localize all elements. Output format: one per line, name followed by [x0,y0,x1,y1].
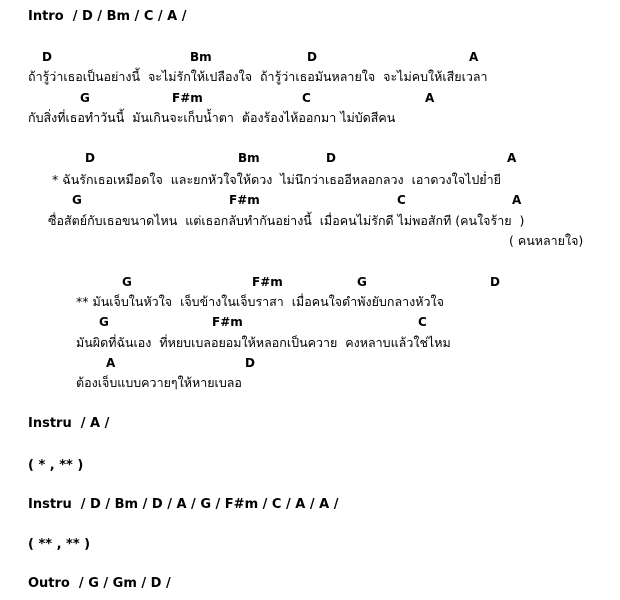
repeat-line: ( ** , ** ) [28,537,91,552]
lyric-line: ซื่อสัตย์กับเธอขนาดไหน แต่เธอกลับทำกันอย่างนี้ เมื่อคนไม่รักดี ไม่พอสักที (คนใจร้าย ) [48,213,525,228]
chord: D [490,275,500,289]
chord: C [302,91,311,105]
chord: A [512,193,522,207]
chord: G [72,193,82,207]
chord: F#m [229,193,260,207]
lyric-line: กับสิ่งที่เธอทำวันนี้ มันเกินจะเก็บน้ำตา ต้องร้องไห้ออกมา ไม่บัดสีคน [28,110,396,125]
chord: G [99,315,109,329]
chord: D [326,151,336,165]
lyric-line: * ฉันรักเธอเหมือดใจ และยกหัวใจให้ดวง ไม่นึกว่าเธออีหลอกลวง เอาดวงใจไปย่ำยี [52,172,501,187]
lyric-line: ** มันเจ็บในหัวใจ เจ็บข้างในเจ็บราสา เมื่อคนใจดำพังยับกลางหัวใจ [76,294,444,309]
chord: A [507,151,517,165]
chord: G [357,275,367,289]
chord: Bm [238,151,260,165]
chord: Bm [190,50,212,64]
lyric-line: ต้องเจ็บแบบควายๆให้หายเบลอ [76,375,242,390]
chord: G [80,91,90,105]
chord: F#m [212,315,243,329]
intro-line: Intro / D / Bm / C / A / [28,9,187,24]
chord: F#m [252,275,283,289]
chord: C [418,315,427,329]
lyric-line: มันผิดที่ฉันเอง ที่หยบเบลอยอมให้หลอกเป็นควาย คงหลาบแล้วใช่ไหม [76,335,451,350]
chord: D [307,50,317,64]
chord: F#m [172,91,203,105]
repeat-line: ( * , ** ) [28,458,84,473]
chord: G [122,275,132,289]
outro-line: Outro / G / Gm / D / [28,576,171,591]
chord: A [425,91,435,105]
lyric-alt: ( คนหลายใจ) [509,233,584,248]
chord: D [42,50,52,64]
chord: D [85,151,95,165]
chord: D [245,356,255,370]
instru-line: Instru / A / [28,416,110,431]
instru-line: Instru / D / Bm / D / A / G / F#m / C / A / A / [28,497,339,512]
lyric-line: ถ้ารู้ว่าเธอเป็นอย่างนี้ จะไม่รักให้เปลืองใจ ถ้ารู้ว่าเธอมันหลายใจ จะไม่คบให้เสียเวลา [28,69,488,84]
chord: C [397,193,406,207]
chord: A [469,50,479,64]
chord: A [106,356,116,370]
